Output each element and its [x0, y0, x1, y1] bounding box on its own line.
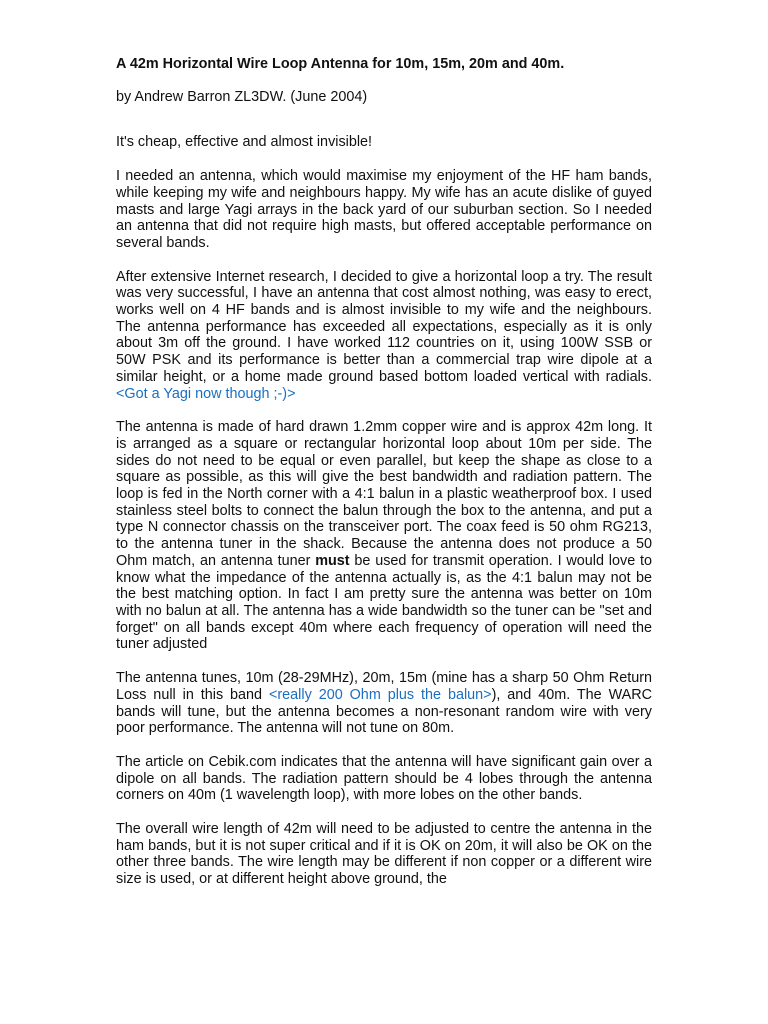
document-page: [116, 56, 652, 888]
research-paragraph: [116, 269, 652, 403]
intro-paragraph: I needed an antenna, which would maximise my enjoyment of the HF ham bands, while keeping my wife and neighbours happy. My wife has an acute dislike of guyed masts and large Yagi arrays in the back yard of our suburban section. So I needed an antenna that did not require high masts, but offered acceptable performance on several bands.: [116, 168, 652, 251]
document-title: A 42m Horizontal Wire Loop Antenna for 10m, 15m, 20m and 40m.: [116, 56, 565, 72]
yagi-link[interactable]: <Got a Yagi now though ;-)>: [116, 385, 296, 402]
wire-length-paragraph: The overall wire length of 42m will need to be adjusted to centre the antenna in the ham bands, but it is not super critical and if it is OK on 20m, it will also be OK on the other three bands. The wire length may be different if non copper or a different wire size is used, or at different height above ground, the: [116, 821, 652, 888]
must-emphasis: must: [315, 552, 350, 569]
construction-text-b: be used for transmit operation. I would love to know what the impedance of the antenna actually is, as the 4:1 balun may not be the best matching option. In fact I am pretty sure the antenna was better on 10m with no balun at all. The antenna has a wide bandwidth so the tuner can be "set and forget" on all bands except 40m where each frequency of operation will need the tuner adjusted: [116, 552, 653, 653]
cebik-paragraph: The article on Cebik.com indicates that the antenna will have significant gain over a dipole on all bands. The radiation pattern should be 4 lobes through the antenna corners on 40m (1 wavelength loop), with more lobes on the other bands.: [116, 753, 652, 804]
tuning-text-b: ), and 40m. The WARC bands will tune, but the antenna becomes a non-resonant random wire with very poor performance. The antenna will not tune on 80m.: [116, 686, 652, 737]
tagline-paragraph: It's cheap, effective and almost invisible!: [116, 134, 373, 151]
construction-text-a: The antenna is made of hard drawn 1.2mm copper wire and is approx 42m long. It is arranged as a square or rectangular horizontal loop about 10m per side. The sides do not need to be equal or even parallel, but keep the shape as close to a square as possible, as this will give the best bandwidth and radiation pattern. The loop is fed in the North corner with a 4:1 balun in a plastic weatherproof box. I used stainless steel bolts to connect the balun through the box to the antenna, and put a type N connector chassis on the transceiver port. The coax feed is 50 ohm RG213, to the antenna tuner in the shack. Because the antenna does not produce a 50 Ohm match, an antenna tuner: [116, 419, 652, 569]
balun-link[interactable]: <really 200 Ohm plus the balun>: [268, 686, 492, 703]
tuning-text-a: The antenna tunes, 10m (28-29MHz), 20m, 15m (mine has a sharp 50 Ohm Return Loss null in this band: [116, 670, 652, 703]
research-paragraph-text: After extensive Internet research, I decided to give a horizontal loop a try. The result was very successful, I have an antenna that cost almost nothing, was easy to erect, works well on 4 HF bands and is almost invisible to my wife and the neighbours. The antenna performance has exceeded all expectations, especially as it is only about 3m off the ground. I have worked 112 countries on it, using 100W SSB or 50W PSK and its performance is better than a commercial trap wire dipole at a similar height, or a home made ground based bottom loaded vertical with radials.: [116, 268, 652, 385]
document-byline: by Andrew Barron ZL3DW. (June 2004): [116, 88, 368, 105]
tuning-paragraph: [116, 670, 652, 737]
construction-paragraph: [116, 419, 652, 653]
